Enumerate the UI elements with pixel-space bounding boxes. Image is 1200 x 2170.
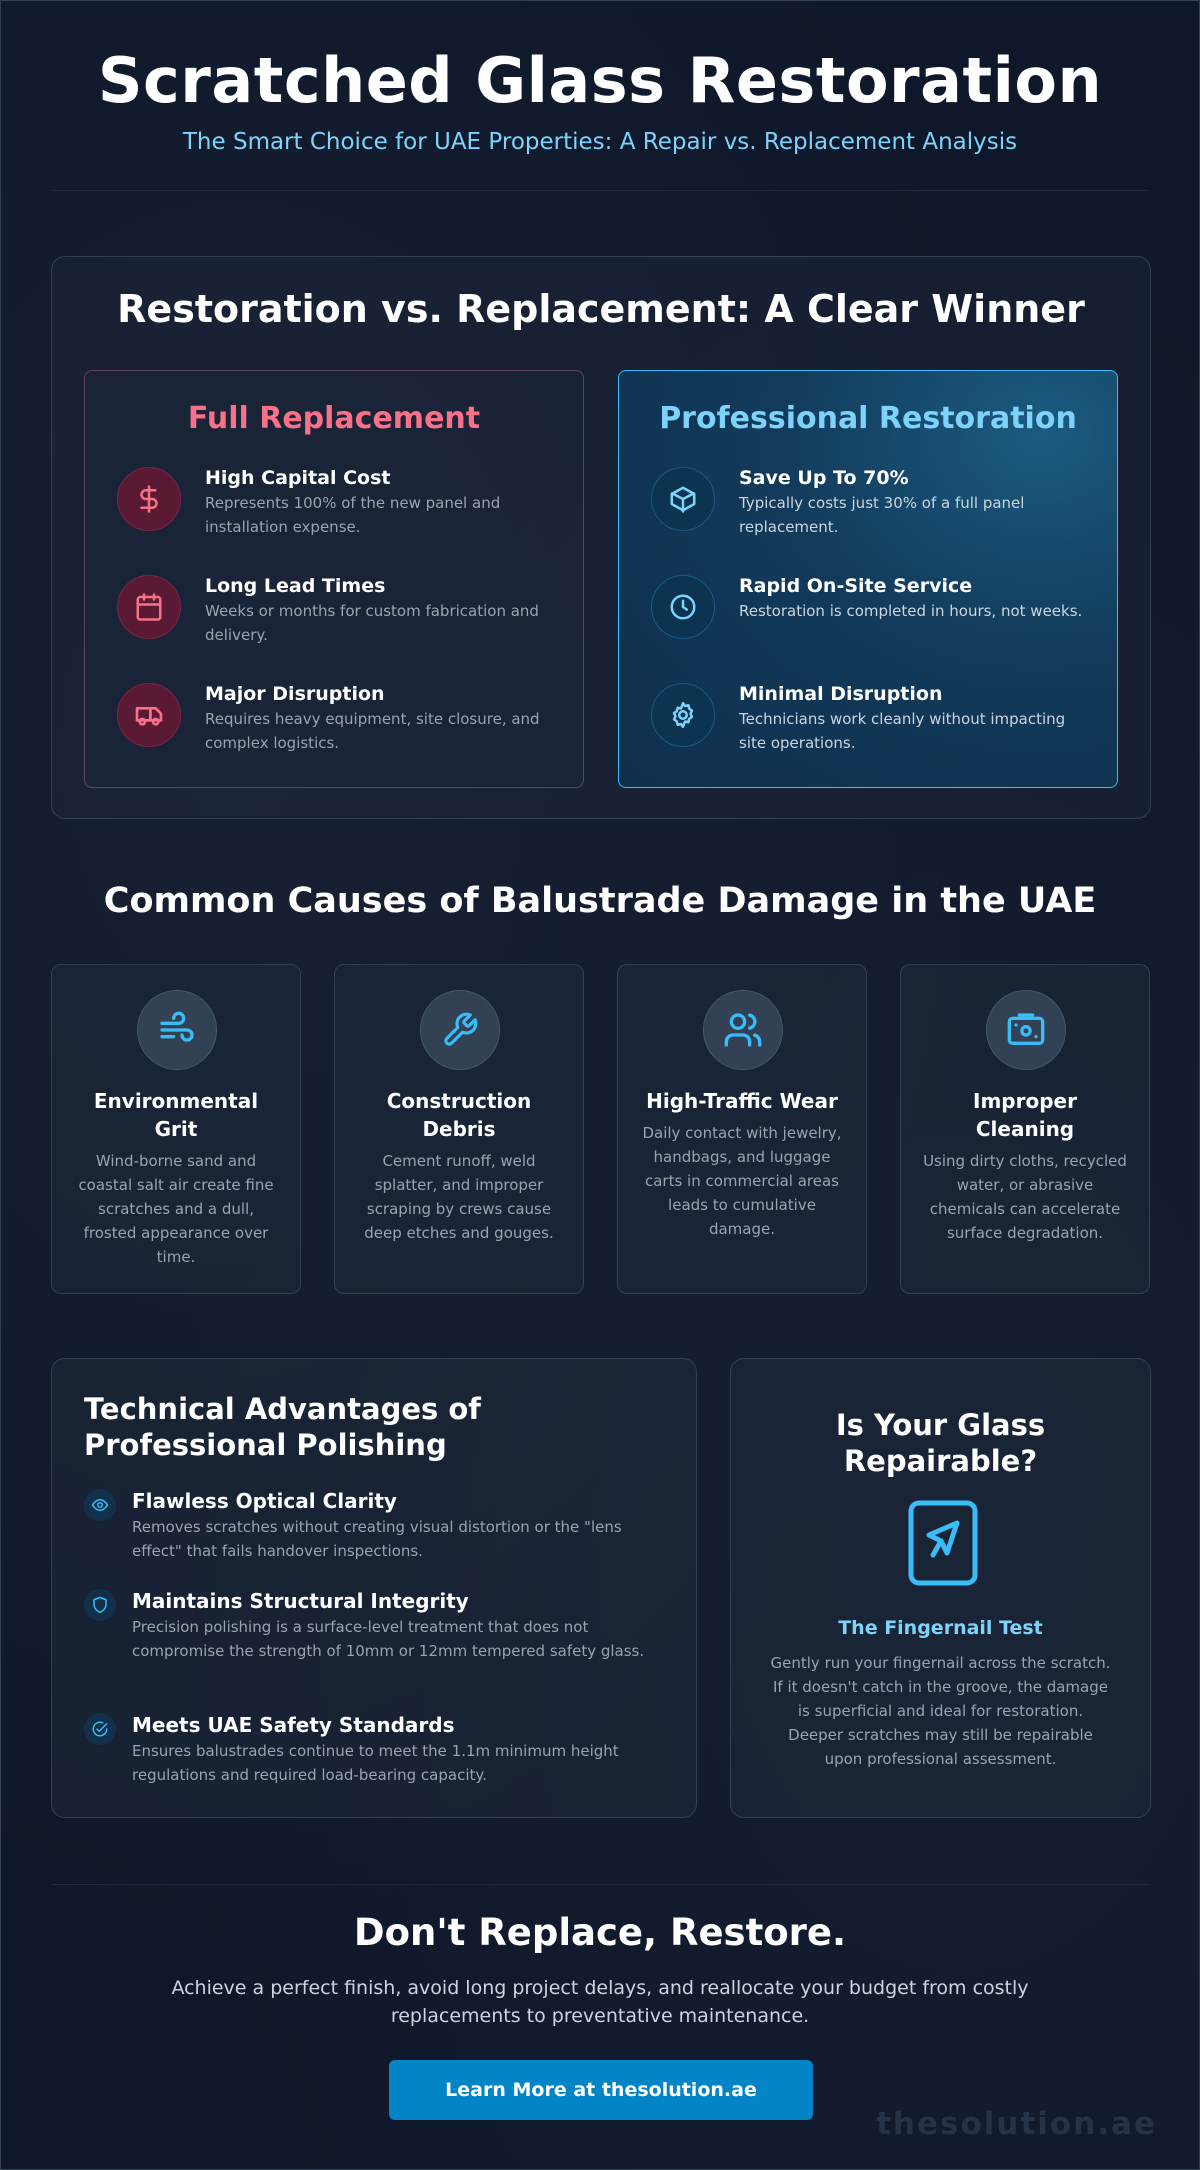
item-heading: Save Up To 70% [739, 467, 909, 489]
page-subtitle: The Smart Choice for UAE Properties: A Repair vs. Replacement Analysis [182, 129, 1018, 155]
cause-heading: Environmental Grit [93, 1089, 259, 1141]
technical-description: Removes scratches without creating visual distortion or the "lens effect" that fails handover inspections. [132, 1518, 622, 1560]
header [1, 1, 1199, 155]
item-heading: Minimal Disruption [739, 683, 943, 705]
technical-heading: Flawless Optical Clarity [132, 1489, 397, 1513]
cta-title: Don't Replace, Restore. [353, 1911, 847, 1954]
technical-description: Precision polishing is a surface-level treatment that does not compromise the strength of 10mm or 12mm tempered safety glass. [132, 1618, 645, 1660]
eye-icon [84, 1489, 116, 1521]
item-description: Weeks or months for custom fabrication and delivery. [205, 602, 539, 644]
restoration-item-rapid [651, 575, 1097, 655]
repairable-description: Gently run your fingernail across the scratch. If it doesn't catch in the groove, the damage is superficial and ideal for restoration. Deeper scratches may still be repairable upon professional assessment. [770, 1654, 1111, 1768]
repairable-subtitle: The Fingernail Test [838, 1617, 1043, 1639]
item-heading: Rapid On-Site Service [739, 575, 973, 597]
dollar-icon [117, 467, 181, 531]
watermark: thesolution.ae [876, 2106, 1157, 2142]
cause-card-construction [334, 964, 584, 1294]
cause-card-environmental [51, 964, 301, 1294]
repairable-title: Is Your Glass Repairable? [835, 1408, 1046, 1478]
truck-icon [117, 683, 181, 747]
comparison-panel [51, 256, 1151, 819]
technical-heading: Maintains Structural Integrity [132, 1589, 469, 1613]
learn-more-button[interactable]: Learn More at thesolution.ae [389, 2060, 813, 2120]
item-description: Requires heavy equipment, site closure, and complex logistics. [205, 710, 540, 752]
cta-description: Achieve a perfect finish, avoid long project delays, and reallocate your budget from costly replacements to preventative maintenance. [171, 1977, 1029, 2027]
technical-title: Technical Advantages of Professional Polishing [84, 1392, 481, 1462]
item-heading: High Capital Cost [205, 467, 391, 489]
cause-heading: Construction Debris [386, 1089, 532, 1141]
clock-icon [651, 575, 715, 639]
restoration-item-savings [651, 467, 1097, 547]
repairable-card [730, 1358, 1151, 1818]
cause-description: Cement runoff, weld splatter, and improper scraping by crews cause deep etches and gouges. [364, 1152, 554, 1242]
users-icon [703, 990, 783, 1070]
restoration-card [618, 370, 1118, 788]
check-circle-icon [84, 1713, 116, 1745]
item-heading: Major Disruption [205, 683, 385, 705]
technical-heading: Meets UAE Safety Standards [132, 1713, 455, 1737]
header-divider [51, 190, 1149, 191]
cause-description: Daily contact with jewelry, handbags, and luggage carts in commercial areas leads to cumulative damage. [642, 1124, 842, 1238]
replacement-title: Full Replacement [187, 401, 481, 436]
replacement-item-disruption [117, 683, 563, 763]
cause-heading: Improper Cleaning [973, 1089, 1077, 1141]
replacement-item-cost [117, 467, 563, 547]
cog-icon [651, 683, 715, 747]
cause-heading: High-Traffic Wear [646, 1089, 838, 1113]
item-description: Restoration is completed in hours, not weeks. [739, 602, 1083, 620]
shield-icon [84, 1589, 116, 1621]
replacement-card [84, 370, 584, 788]
replacement-item-lead-time [117, 575, 563, 655]
item-description: Technicians work cleanly without impacting site operations. [739, 710, 1066, 752]
cause-description: Wind-borne sand and coastal salt air create fine scratches and a dull, frosted appearance over time. [78, 1152, 274, 1266]
causes-title: Common Causes of Balustrade Damage in the UAE [103, 881, 1097, 921]
cause-description: Using dirty cloths, recycled water, or abrasive chemicals can accelerate surface degradation. [923, 1152, 1127, 1242]
item-heading: Long Lead Times [205, 575, 386, 597]
page-title: Scratched Glass Restoration [97, 44, 1103, 117]
calendar-icon [117, 575, 181, 639]
technical-description: Ensures balustrades continue to meet the 1.1m minimum height regulations and required load-bearing capacity. [132, 1742, 619, 1784]
restoration-item-minimal [651, 683, 1097, 763]
item-description: Typically costs just 30% of a full panel replacement. [739, 494, 1025, 536]
item-description: Represents 100% of the new panel and installation expense. [205, 494, 501, 536]
restoration-title: Professional Restoration [659, 401, 1077, 436]
comparison-title: Restoration vs. Replacement: A Clear Winner [117, 287, 1085, 331]
fingernail-test-icon [907, 1499, 979, 1587]
cause-card-traffic [617, 964, 867, 1294]
wrench-icon [420, 990, 500, 1070]
wind-icon [137, 990, 217, 1070]
technical-advantages-card [51, 1358, 697, 1818]
footer-divider [51, 1884, 1149, 1885]
box-icon [651, 467, 715, 531]
cause-card-cleaning [900, 964, 1150, 1294]
cash-icon [986, 990, 1066, 1070]
